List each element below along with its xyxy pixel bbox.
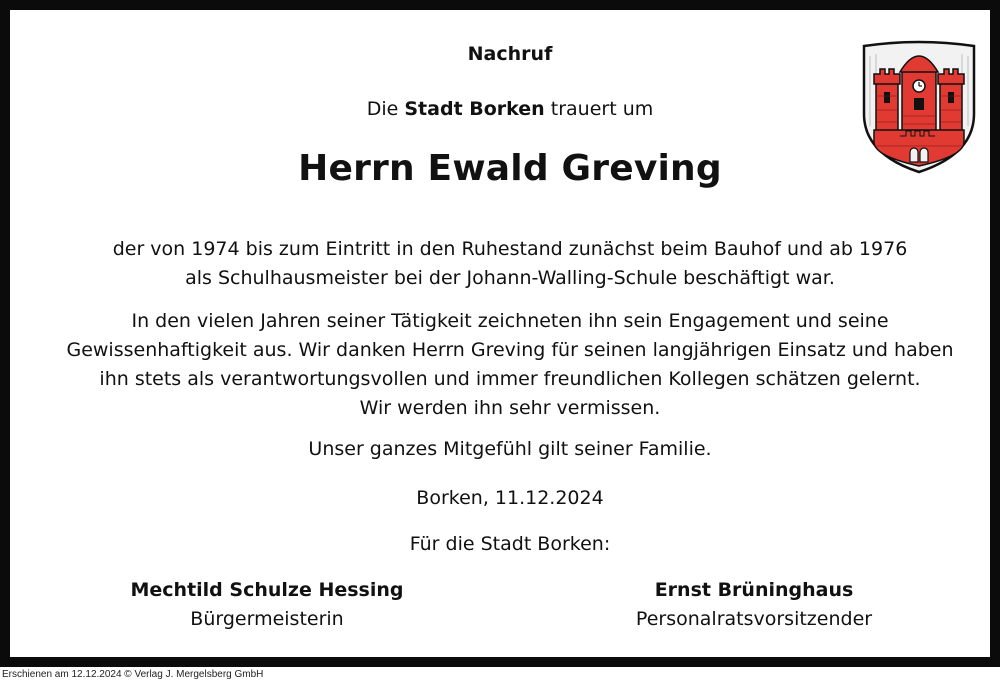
paragraph-line: der von 1974 bis zum Eintritt in den Ruhestand zunächst beim Bauhof und ab 1976 [112,238,908,260]
signatory-name: Ernst Brüninghaus [654,579,854,601]
career-paragraph [10,235,1000,293]
signatory-role: Personalratsvorsitzender [635,608,873,630]
tribute-paragraph [10,307,1000,423]
condolence-line: Unser ganzes Mitgefühl gilt seiner Familie. [308,438,712,460]
signatory-name: Mechtild Schulze Hessing [130,579,404,601]
signatory-role: Bürgermeisterin [190,608,344,630]
intro-suffix: trauert um [544,98,654,120]
notice-heading: Nachruf [467,43,553,65]
paragraph-line: In den vielen Jahren seiner Tätigkeit zeichneten ihn sein Engagement und seine [131,310,889,332]
signature-block-council [584,576,924,634]
signature-block-mayor [97,576,437,634]
paragraph-line: ihn stets als verantwortungsvollen und immer freundlichen Kollegen schätzen gelernt. [99,368,921,390]
intro-city: Stadt Borken [404,98,545,120]
for-city-line: Für die Stadt Borken: [409,533,611,555]
paragraph-line: als Schulhausmeister bei der Johann-Walling-Schule beschäftigt war. [185,267,835,289]
paragraph-line: Wir werden ihn sehr vermissen. [359,397,661,419]
intro-prefix: Die [366,98,405,120]
deceased-name: Herrn Ewald Greving [298,148,722,189]
intro-line [10,98,1000,120]
place-date: Borken, 11.12.2024 [416,487,604,509]
coat-of-arms-icon [856,36,982,176]
publication-footer: Erschienen am 12.12.2024 © Verlag J. Mergelsberg GmbH [2,669,264,680]
paragraph-line: Gewissenhaftigkeit aus. Wir danken Herrn Greving für seinen langjährigen Einsatz und haben [66,339,954,361]
